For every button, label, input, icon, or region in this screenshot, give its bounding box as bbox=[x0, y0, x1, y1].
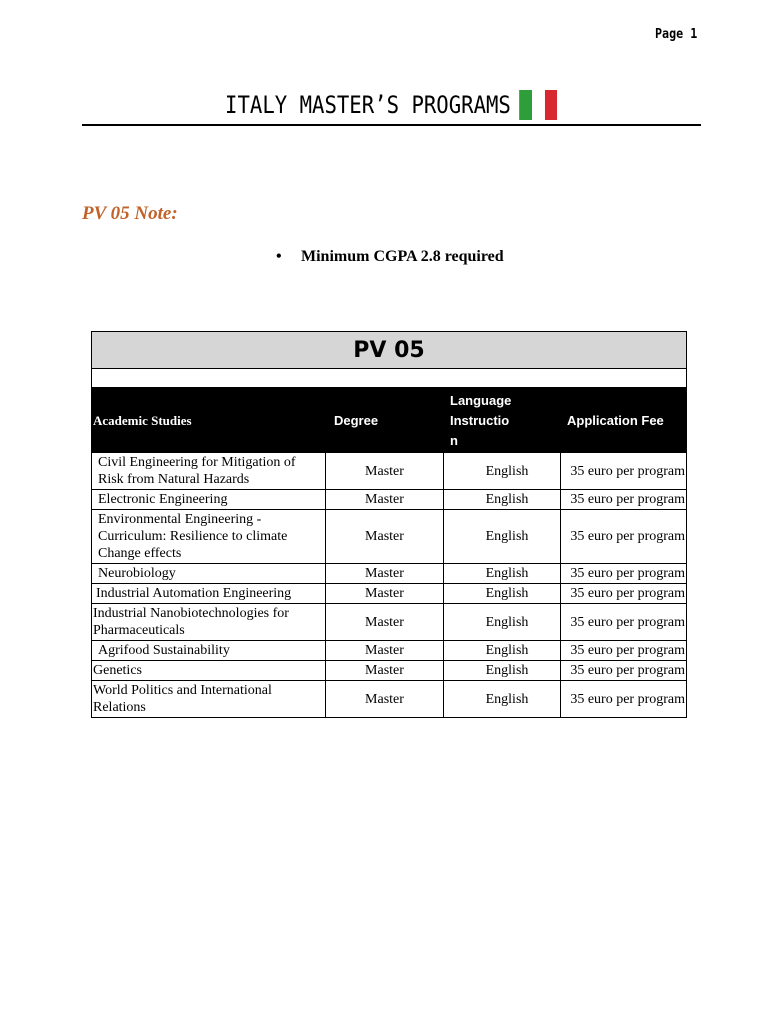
page-title bbox=[225, 90, 557, 120]
table-row bbox=[92, 584, 687, 604]
program-fee: 35 euro per program bbox=[561, 681, 687, 718]
header-language-line3: n bbox=[450, 432, 458, 448]
program-name: Neurobiology bbox=[92, 564, 326, 584]
program-language: English bbox=[444, 564, 561, 584]
program-degree: Master bbox=[326, 564, 444, 584]
program-name: Civil Engineering for Mitigation of Risk from Natural Hazards bbox=[92, 453, 326, 490]
program-language: English bbox=[444, 510, 561, 564]
table-header-row bbox=[92, 388, 687, 453]
table-spacer-row bbox=[92, 369, 687, 388]
table-banner: PV 05 bbox=[92, 332, 687, 369]
program-name: World Politics and International Relations bbox=[92, 681, 326, 718]
program-fee: 35 euro per program bbox=[561, 661, 687, 681]
program-degree: Master bbox=[326, 604, 444, 641]
program-fee: 35 euro per program bbox=[561, 641, 687, 661]
table-banner-row bbox=[92, 332, 687, 369]
program-degree: Master bbox=[326, 584, 444, 604]
program-language: English bbox=[444, 661, 561, 681]
page-title-text: ITALY MASTER’S PROGRAMS bbox=[225, 91, 512, 119]
program-fee: 35 euro per program bbox=[561, 510, 687, 564]
program-language: English bbox=[444, 453, 561, 490]
program-name: Industrial Automation Engineering bbox=[92, 584, 326, 604]
program-fee: 35 euro per program bbox=[561, 564, 687, 584]
program-name: Electronic Engineering bbox=[92, 490, 326, 510]
note-bullet bbox=[276, 248, 504, 266]
program-degree: Master bbox=[326, 661, 444, 681]
table-row bbox=[92, 604, 687, 641]
program-degree: Master bbox=[326, 641, 444, 661]
program-degree: Master bbox=[326, 510, 444, 564]
program-name: Genetics bbox=[92, 661, 326, 681]
flag-stripe-red bbox=[545, 90, 558, 120]
table-row bbox=[92, 453, 687, 490]
table-row bbox=[92, 641, 687, 661]
program-fee: 35 euro per program bbox=[561, 604, 687, 641]
header-degree: Degree bbox=[326, 388, 444, 453]
program-fee: 35 euro per program bbox=[561, 453, 687, 490]
programs-table bbox=[91, 331, 687, 718]
program-language: English bbox=[444, 641, 561, 661]
header-language-line2: Instructio bbox=[450, 412, 510, 428]
header-fee: Application Fee bbox=[561, 388, 687, 453]
program-name: Industrial Nanobiotechnologies for Pharmaceuticals bbox=[92, 604, 326, 641]
table-row bbox=[92, 661, 687, 681]
program-language: English bbox=[444, 584, 561, 604]
table-row bbox=[92, 490, 687, 510]
table-row bbox=[92, 564, 687, 584]
program-language: English bbox=[444, 681, 561, 718]
title-rule bbox=[82, 124, 701, 126]
flag-stripe-white bbox=[532, 90, 545, 120]
header-academic: Academic Studies bbox=[92, 388, 326, 453]
program-fee: 35 euro per program bbox=[561, 584, 687, 604]
flag-stripe-green bbox=[520, 90, 533, 120]
program-language: English bbox=[444, 490, 561, 510]
program-language: English bbox=[444, 604, 561, 641]
program-name: Agrifood Sustainability bbox=[92, 641, 326, 661]
header-language bbox=[444, 388, 561, 453]
program-name: Environmental Engineering - Curriculum: Resilience to climate Change effects bbox=[92, 510, 326, 564]
note-bullet-text: Minimum CGPA 2.8 required bbox=[301, 248, 504, 265]
bullet-dot: • bbox=[276, 248, 282, 265]
title-block bbox=[82, 90, 701, 120]
table-spacer bbox=[92, 369, 687, 388]
table-row bbox=[92, 681, 687, 718]
program-degree: Master bbox=[326, 490, 444, 510]
program-degree: Master bbox=[326, 681, 444, 718]
page-number: Page 1 bbox=[655, 27, 698, 42]
header-language-line1: Language bbox=[450, 392, 512, 408]
italy-flag-icon bbox=[520, 90, 558, 120]
program-fee: 35 euro per program bbox=[561, 490, 687, 510]
note-heading: PV 05 Note: bbox=[82, 203, 178, 224]
program-degree: Master bbox=[326, 453, 444, 490]
table-row bbox=[92, 510, 687, 564]
